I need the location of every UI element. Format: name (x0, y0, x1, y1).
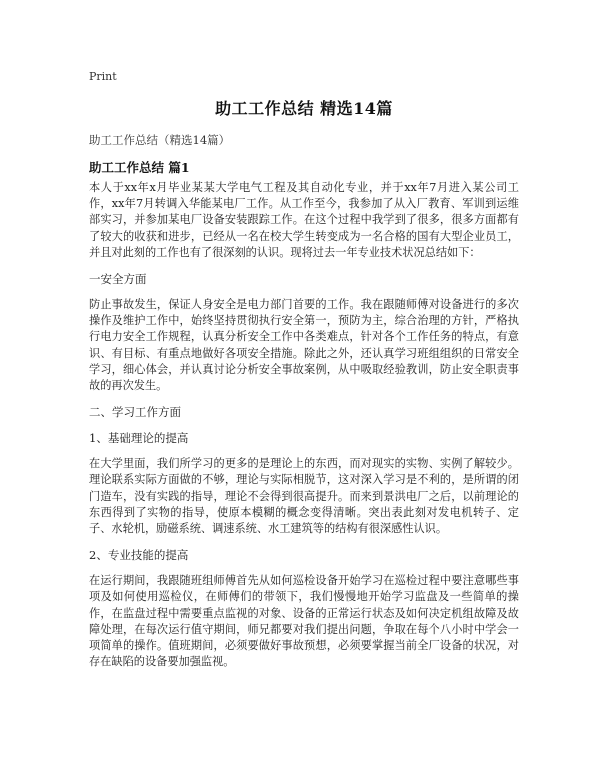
safety-paragraph: 防止事故发生，保证人身安全是电力部门首要的工作。我在跟随师傅对设备进行的多次操作及维护工作中，始终坚持贯彻执行安全第一，预防为主，综合治理的方针，严格执行电力安全工作规程，认真分析安全工作中各类难点，针对各个工作任务的特点，有意识、有目标、有重点地做好各项安全措施。除此之外，还认真学习班组组织的日常安全学习，细心体会，并认真讨论分析安全事故案例，从中吸取经验教训，防止安全职责事故的再次发生。 (89, 298, 519, 393)
heading-theory: 1、基础理论的提高 (89, 431, 189, 446)
heading-study-work: 二、学习工作方面 (89, 405, 181, 420)
heading-safety: 一安全方面 (89, 272, 147, 287)
document-subtitle: 助工工作总结（精选14篇） (89, 133, 231, 147)
intro-paragraph: 本人于xx年x月毕业某某大学电气工程及其自动化专业，并于xx年7月进入某公司工作，xx年7月转调入华能某电厂工作。从工作至今，我参加了从入厂教育、军训到运维部实习，并参加某电厂设备安装跟踪工作。在这个过程中我学到了很多，很多方面都有了较大的收获和进步，已经从一名在校大学生转变成为一名合格的国有大型企业员工，并且对此刻的工作也有了很深刻的认识。现将过去一年专业技术状况总结如下： (89, 181, 519, 259)
page-title: 助工工作总结 精选14篇 (215, 99, 393, 118)
print-label[interactable]: Print (89, 70, 117, 83)
document-body (89, 180, 519, 680)
heading-skills: 2、专业技能的提高 (89, 548, 189, 563)
skills-paragraph: 在运行期间，我跟随班组师傅首先从如何巡检设备开始学习在巡检过程中要注意哪些事项及如何使用巡检仪，在师傅们的带领下，我们慢慢地开始学习监盘及一些简单的操作，在监盘过程中需要重点监视的对象、设备的正常运行状态及如何决定机组故障及故障处理，在每次运行值守期间，师兄都要对我们提出问题，争取在每个八小时中学会一项简单的操作。值班期间，必须要做好事故预想，必须要掌握当前全厂设备的状况，对存在缺陷的设备要加强监视。 (89, 574, 519, 669)
section-heading: 助工工作总结 篇1 (89, 160, 190, 175)
theory-paragraph: 在大学里面，我们所学习的更多的是理论上的东西，而对现实的实物、实例了解较少。理论联系实际方面做的不够，理论与实际相脱节，这对深入学习是不利的，是所谓的闭门造车，没有实践的指导，理论不会得到很高提升。而来到景洪电厂之后，以前理论的东西得到了实物的指导，使原本模糊的概念变得清晰。突出表此刻对发电机转子、定子、水轮机，励磁系统、调速系统、水工建筑等的结构有很深感性认识。 (89, 457, 519, 536)
